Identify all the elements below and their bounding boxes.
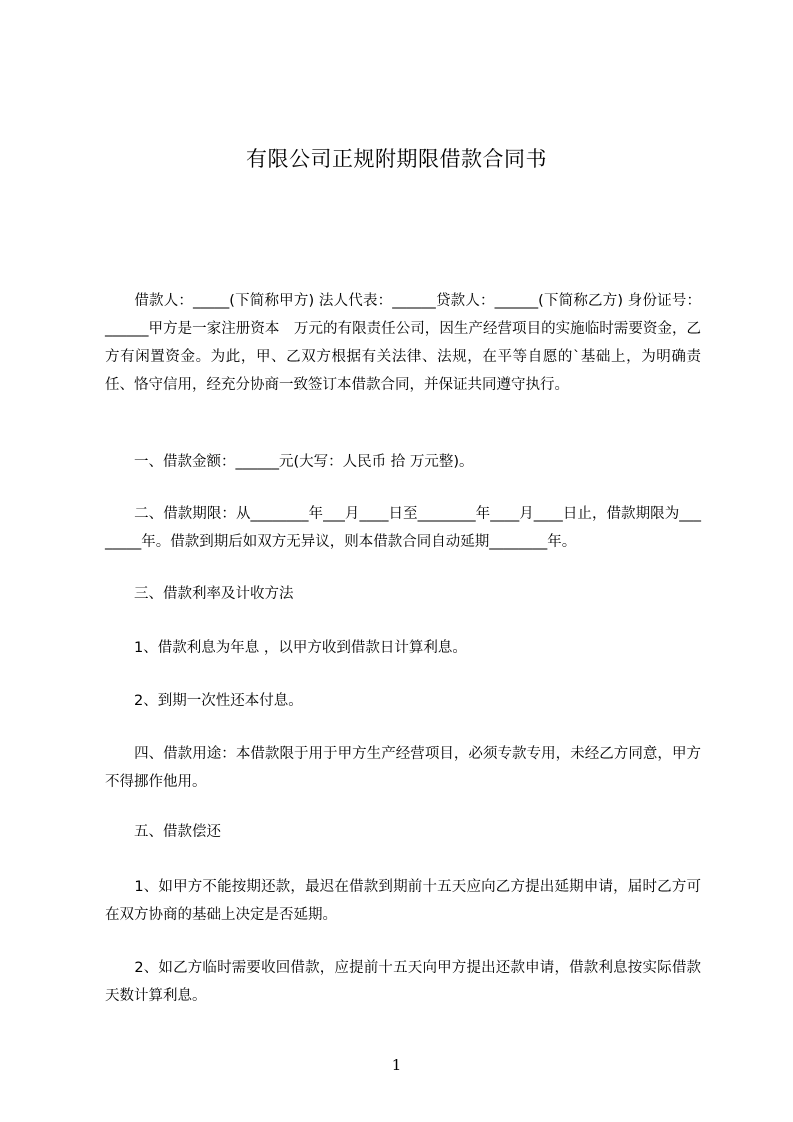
clause-loan-term: 二、借款期限：从________年___月____日至________年____月____日止，借款期限为________年。借款到期后如双方无异议，则本借款合同自动延期________年。 [105,506,701,550]
clause-interest-heading: 三、借款利率及计收方法 [105,586,294,602]
clause-repayment-heading: 五、借款偿还 [105,824,221,840]
clause-repayment-item-2: 2、如乙方临时需要收回借款，应提前十五天向甲方提出还款申请，借款利息按实际借款天数计算利息。 [105,960,701,1004]
preamble-paragraph: 借款人：_____(下简称甲方) 法人代表：______贷款人：______(下简称乙方) 身份证号：______甲方是一家注册资本 万元的有限责任公司，因生产经营项目的实施临时需要资金，乙方有闲置资金。为此，甲、乙双方根据有关法律、法规，在平等自愿的`基础上，为明确责任、恪守信用，经充分协商一致签订本借款合同，并保证共同遵守执行。 [105,293,701,393]
clause-loan-amount: 一、借款金额：______元(大写：人民币 拾 万元整)。 [105,454,474,470]
clause-loan-purpose: 四、借款用途：本借款限于用于甲方生产经营项目，必须专款专用，未经乙方同意，甲方不得挪作他用。 [105,746,701,790]
clause-interest-item-2: 2、到期一次性还本付息。 [105,693,303,709]
document-title: 有限公司正规附期限借款合同书 [246,147,547,171]
clause-interest-item-1: 1、借款利息为年息 ，以甲方收到借款日计算利息。 [105,640,467,656]
page-number: 1 [391,1056,402,1074]
clause-repayment-item-1: 1、如甲方不能按期还款，最迟在借款到期前十五天应向乙方提出延期申请，届时乙方可在双方协商的基础上决定是否延期。 [105,879,701,923]
